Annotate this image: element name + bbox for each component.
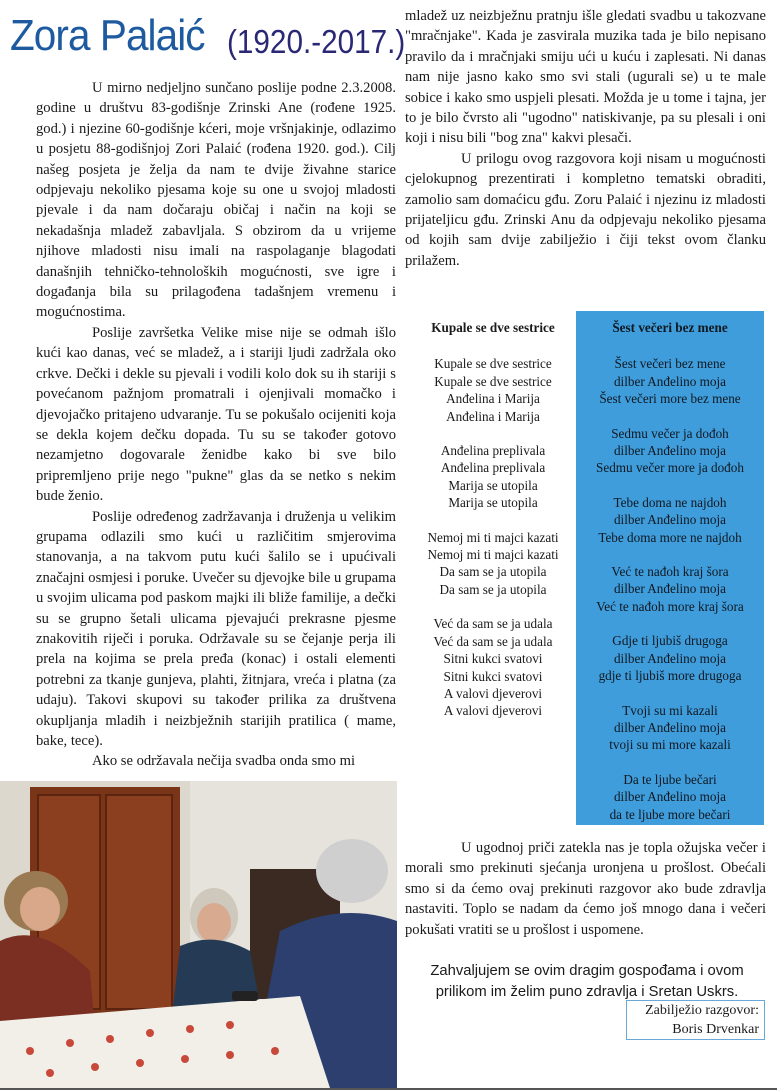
song-title: Šest večeri bez mene	[612, 320, 728, 335]
verse-line: Anđelina preplivala	[440, 443, 546, 459]
bottom-rule	[0, 1088, 777, 1090]
signature-label: Zabilježio razgovor:	[645, 1003, 759, 1018]
stanza	[576, 702, 764, 754]
title-name: Zora Palaić	[10, 11, 205, 60]
stanza	[576, 771, 764, 823]
verse-line: Šest večeri more bez mene	[599, 391, 741, 407]
verse-line: dilber Anđelino moja	[613, 373, 727, 389]
verse-line: dilber Anđelino moja	[613, 581, 727, 597]
paragraph: Ako se održavala nečija svadba onda smo mi	[92, 753, 356, 770]
verse-line: Sitni kukci svatovi	[443, 668, 543, 684]
verse-line: Nemoj mi ti majci kazati	[427, 529, 559, 545]
paragraph: U mirno nedjeljno sunčano poslije podne 2.3.2008. godine u društvu 83-godišnje Zrinski Ane (rođene 1925. god.) i njezine 60-godišnje kćeri, moje vršnjakinje, odlazimo u posjetu 88-godišnjoj Zori Palaić (rođena 1920. god.). Cilj našeg posjeta je želja da nam te dvije živahne starice odpjevaju nekoliko pjesama koje su one u svojoj mladosti pjevale i da nam dočaraju običaj i način na koji se nekadašnja mladež zabavljala. S obzirom da u vrijeme njihove mladosti nisu imali na raspolaganje blagodati današnjih tehničko-tehnoloških mogućnosti, sve igre i događanja bila su prilagođena tadašnjem vremenu i mogućnostima.	[36, 80, 396, 321]
photo-interview	[0, 781, 397, 1088]
paragraph: U prilogu ovog razgovora koji nisam u mogućnosti cjelokupnog prezentirati i kompletno tematski obraditi, zamolio sam domaćicu gđu. Zoru Palaić i njezinu iz mladosti prijateljicu gđu. Zrinski Anu da odpjevaju nekoliko pjesama od kojih sam dvije zabilježio i čiji tekst ovom članku prilažem.	[405, 150, 766, 269]
verse-line: Da te ljube bečari	[623, 771, 717, 787]
verse-line: Tebe doma more ne najdoh	[598, 529, 742, 545]
verse-line: dilber Anđelino moja	[613, 650, 727, 666]
verse-line: Tebe doma ne najdoh	[613, 494, 727, 510]
stanza	[576, 355, 764, 407]
stanza	[415, 442, 571, 512]
title-years: (1920.-2017.)	[227, 23, 406, 60]
verse-line: Da sam se ja utopila	[439, 581, 547, 597]
verse-line: Anđelina preplivala	[440, 460, 546, 476]
stanza	[576, 425, 764, 477]
verse-line: Kupale se dve sestrice	[434, 356, 552, 372]
thanks-note: Zahvaljujem se ovim dragim gospođama i ovom prilikom im želim puno zdravlja i Sretan Uskrs.	[430, 963, 744, 1000]
verse-line: dilber Anđelino moja	[613, 443, 727, 459]
verse-line: Šest večeri bez mene	[614, 356, 726, 372]
right-column-text	[405, 6, 766, 271]
verse-line: dilber Anđelino moja	[613, 512, 727, 528]
closing-text	[405, 838, 766, 940]
verse-line: tvoji su mi more kazali	[609, 737, 731, 753]
paragraph: mladež uz neizbježnu pratnju išle gledati svadbu u takozvane "mračnjake". Kada je zasvirala muzika tada je bilo nepisano pravilo da i mračnjaki smiju ući u kuću i zaplesati. Ni danas nam nije jasno kako smo svi stali (ugurali se) u te male sobice i kako smo uspjeli plesati. Možda je u tome i tajna, jer to je bilo čvrsto ali "ugodno" natiskivanje, pa su plesali i oni koji i nisu bili "bog zna" kakvi plesači.	[405, 8, 766, 147]
stanza	[415, 615, 571, 719]
verse-line: Marija se utopila	[448, 495, 538, 511]
verse-line: da te ljube more bečari	[609, 806, 731, 822]
verse-line: Sedmu večer ja dođoh	[611, 425, 729, 441]
verse-line: Već te nađoh more kraj šora	[596, 598, 744, 614]
verse-line: A valovi djeverovi	[443, 685, 543, 701]
stanza	[576, 563, 764, 615]
verse-line: dilber Anđelino moja	[613, 789, 727, 805]
verse-line: Anđelina i Marija	[446, 408, 540, 424]
paragraph: Poslije određenog zadržavanja i druženja u velikim grupama odlazili smo kući u različitim smjerovima stanovanja, a na takvom putu kući šalilo se i upućivali značajni osmjesi i poruke. Uvečer su djevojke bile u grupama u svojim ulicama pod paskom majki ili bliže familije, a dečki su se grupno šetali ulicama pjevajući prekrasne pjesme znakovitih riječi i poruka. Održavale su se čejanje perja ili prela na kojima se prela pređa (konac) i ostali elementi potrebni za tkanje gunjeva, plahti, žitnjara, vreća i platna (za udaju). Takovi skupovi su također prilika za društvena okupljanja mladih i neizbježnih starijih pratilica ( mame, bake, tece).	[36, 508, 396, 749]
article-title	[10, 11, 406, 60]
verse-line: Nemoj mi ti majci kazati	[427, 547, 559, 563]
verse-line: Već da sam se ja udala	[433, 616, 553, 632]
photo-illustration	[0, 781, 397, 1088]
stanza	[576, 494, 764, 546]
signature-box	[626, 1000, 765, 1040]
verse-line: Tvoji su mi kazali	[622, 702, 718, 718]
verse-line: Marija se utopila	[448, 477, 538, 493]
verse-line: Da sam se ja utopila	[439, 564, 547, 580]
verse-line: Gdje ti ljubiš drugoga	[612, 633, 728, 649]
song-kupale	[415, 311, 571, 737]
paragraph: U ugodnoj priči zatekla nas je topla ožujska večer i morali smo prekinuti sjećanja uronjena u prošlost. Obećali smo si da ćemo ovaj prekinuti razgovor ako bude zdravlja nastaviti. Toplo se nadam da ćemo još mnogo dana i večeri pokušati vratiti se u prošlost i uspomene.	[405, 840, 766, 938]
verse-line: Već da sam se ja udala	[433, 633, 553, 649]
verse-line: Već te nađoh kraj šora	[611, 564, 729, 580]
signature-author: Boris Drvenkar	[672, 1022, 759, 1037]
stanza	[415, 355, 571, 425]
left-column-text	[36, 78, 396, 772]
verse-line: Sedmu večer more ja dođoh	[596, 460, 744, 476]
song-sest-veceri	[576, 311, 764, 825]
stanza	[415, 529, 571, 599]
verse-line: A valovi djeverovi	[443, 703, 543, 719]
paragraph: Poslije završetka Velike mise nije se odmah išlo kući kao danas, već se mladež, a i stariji ljudi zadržala oko crkve. Dečki i dekle su pjevali i vodili kolo dok su ih stariji s povećanom pažnjom promatrali i ojenjivali momačko i djevojačko pritajeno udvaranje. Tu se pokušalo ocijeniti koja se dekla kojem dečku dopada. Tu su se također gotovo nezamjetno dogovarale ženidbe kako bi sve bilo pripremljeno prije nego "pukne" glas da se netko s nekim bude ženio.	[36, 324, 396, 505]
verse-line: Kupale se dve sestrice	[434, 373, 552, 389]
verse-line: gdje ti ljubiš more drugoga	[598, 668, 742, 684]
verse-line: Sitni kukci svatovi	[443, 651, 543, 667]
stanza	[576, 632, 764, 684]
verse-line: dilber Anđelino moja	[613, 719, 727, 735]
song-title: Kupale se dve sestrice	[431, 320, 555, 335]
verse-line: Anđelina i Marija	[446, 391, 540, 407]
